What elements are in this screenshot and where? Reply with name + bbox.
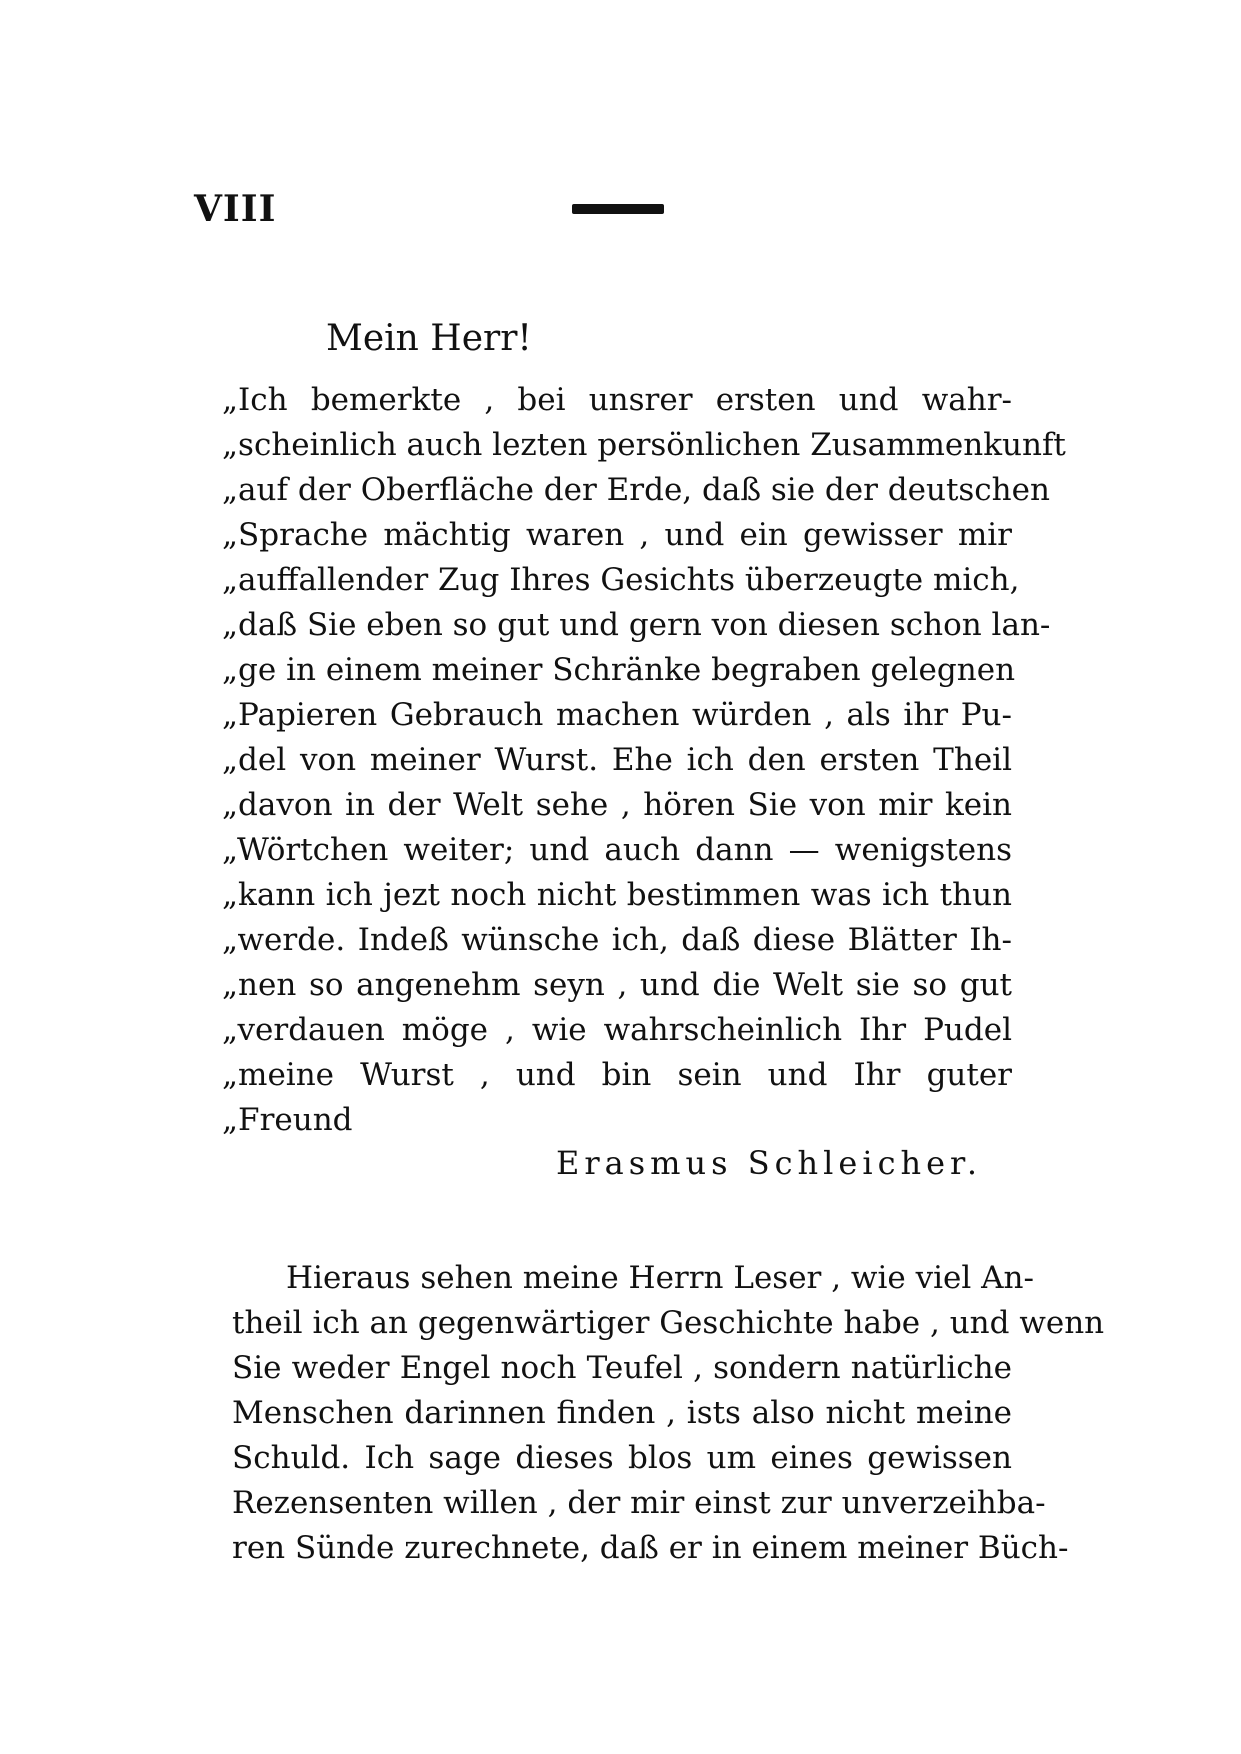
letter-line: „kann ich jezt noch nicht bestimmen was ich thun	[222, 877, 1012, 913]
letter-line: „auffallender Zug Ihres Gesichts überzeugte mich,	[222, 562, 1020, 598]
letter-line: „Papieren Gebrauch machen würden , als ihr Pu-	[222, 697, 1012, 733]
signature: Erasmus Schleicher.	[556, 1144, 982, 1182]
letter-line: „nen so angenehm seyn , und die Welt sie so gut	[222, 967, 1012, 1003]
letter-line: „meine Wurst , und bin sein und Ihr guter	[222, 1057, 1012, 1093]
letter-line: „Sprache mächtig waren , und ein gewisser mir	[222, 517, 1012, 553]
paragraph-line: Hieraus sehen meine Herrn Leser , wie viel An-	[286, 1260, 1034, 1296]
letter-line: „scheinlich auch lezten persönlichen Zusammenkunft	[222, 427, 1066, 463]
letter-line: „Freund	[222, 1102, 353, 1138]
page-number: VIII	[194, 188, 277, 230]
paragraph-line: Menschen darinnen finden , ists also nicht meine	[232, 1395, 1012, 1431]
letter-line: „del von meiner Wurst. Ehe ich den ersten Theil	[222, 742, 1012, 778]
paragraph-line: theil ich an gegenwärtiger Geschichte habe , und wenn	[232, 1305, 1105, 1341]
letter-body	[222, 378, 1066, 1143]
letter-line: „ge in einem meiner Schränke begraben gelegnen	[222, 652, 1016, 688]
letter-line: „Ich bemerkte , bei unsrer ersten und wahr-	[222, 382, 1012, 418]
letter-line: „werde. Indeß wünsche ich, daß diese Blätter Ih-	[222, 922, 1012, 958]
paragraph-line: ren Sünde zurechnete, daß er in einem meiner Büch-	[232, 1530, 1069, 1566]
header-rule	[572, 204, 664, 214]
letter-line: „auf der Oberfläche der Erde, daß sie der deutschen	[222, 472, 1050, 508]
body-paragraph	[232, 1256, 1105, 1571]
paragraph-line: Sie weder Engel noch Teufel , sondern natürliche	[232, 1350, 1012, 1386]
letter-line: „Wörtchen weiter; und auch dann — wenigstens	[222, 832, 1012, 868]
letter-line: „daß Sie eben so gut und gern von diesen schon lan-	[222, 607, 1051, 643]
paragraph-line: Schuld. Ich sage dieses blos um eines gewissen	[232, 1440, 1012, 1476]
salutation: Mein Herr!	[326, 318, 532, 359]
letter-line: „davon in der Welt sehe , hören Sie von mir kein	[222, 787, 1012, 823]
letter-line: „verdauen möge , wie wahrscheinlich Ihr Pudel	[222, 1012, 1012, 1048]
paragraph-line: Rezensenten willen , der mir einst zur unverzeihba-	[232, 1485, 1046, 1521]
